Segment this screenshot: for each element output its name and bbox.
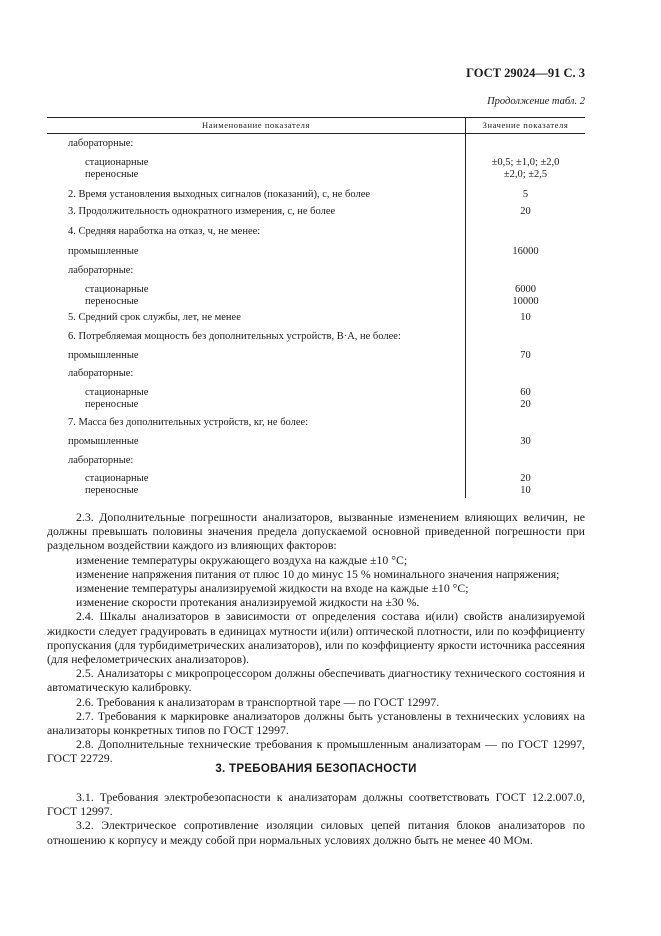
row-value: 10 (520, 312, 531, 323)
table-row (47, 296, 585, 310)
table-row (47, 436, 585, 450)
table-header-rule (47, 133, 585, 134)
table-row (47, 368, 585, 382)
row-name: стационарные (85, 387, 149, 398)
row-name: 4. Средняя наработка на отказ, ч, не менее: (68, 226, 261, 237)
table-row (47, 189, 585, 203)
row-name: 5. Средний срок службы, лет, не менее (68, 312, 241, 323)
factor-item: изменение скорости протекания анализируемой жидкости на ±30 %. (76, 595, 420, 610)
row-name: лабораторные: (68, 138, 134, 149)
parameters-table (47, 117, 585, 498)
paragraph-2-3: 2.3. Дополнительные погрешности анализаторов, вызванные изменением влияющих величин, не должны превышать половины значения предела допускаемой основной приведенной погрешности при раздельном воздействии каждого из влияющих факторов: (47, 510, 585, 553)
row-name: промышленные (68, 350, 139, 361)
row-name: лабораторные: (68, 368, 134, 379)
row-value: 30 (520, 436, 531, 447)
table-row (47, 350, 585, 364)
paragraph-3-2: 3.2. Электрическое сопротивление изоляции силовых цепей питания блоков анализаторов по отношению к корпусу и между собой при нормальных условиях должно быть не менее 40 МОм. (47, 818, 585, 847)
table-row (47, 206, 585, 220)
row-value: ±2,0; ±2,5 (503, 169, 548, 180)
row-value: 20 (520, 473, 531, 484)
row-name: лабораторные: (68, 265, 134, 276)
requirements-section-3 (47, 790, 585, 847)
section-title: 3. ТРЕБОВАНИЯ БЕЗОПАСНОСТИ (215, 763, 417, 775)
row-value: ±0,5; ±1,0; ±2,0 (491, 157, 560, 168)
requirements-section-2 (47, 510, 585, 766)
row-name: 3. Продолжительность однократного измерения, с, не более (68, 206, 336, 217)
table-continuation-label: Продолжение табл. 2 (487, 96, 585, 107)
row-name: промышленные (68, 246, 139, 257)
table-row (47, 169, 585, 183)
row-name: стационарные (85, 473, 149, 484)
table-row (47, 312, 585, 326)
table-row (47, 226, 585, 240)
paragraph-2-7: 2.7. Требования к маркировке анализаторов должны быть установлены в технических условиях на анализаторы конкретных типов по ГОСТ 12997. (47, 708, 585, 738)
row-value: 20 (520, 399, 531, 410)
table-row (47, 417, 585, 431)
paragraph-2-8: 2.8. Дополнительные технические требования к промышленным анализаторам — по ГОСТ 12997, ГОСТ 22729. (47, 737, 585, 766)
row-name: лабораторные: (68, 455, 134, 466)
column-header-value: Значение показателя (482, 120, 569, 130)
row-value: 70 (520, 350, 531, 361)
paragraph-2-4: 2.4. Шкалы анализаторов в зависимости от определения состава и(или) свойств анализируемой жидкости следует градуировать в единицах мутности и(или) оптической плотности, или по коэффициенту пропускания (для турбидиметрических анализаторов), или по коэффициенту яркости источника рассеяния (для нефелометрических анализаторов). (47, 609, 585, 667)
row-name: переносные (85, 485, 139, 496)
column-header-name: Наименование показателя (201, 120, 310, 130)
paragraph-2-5: 2.5. Анализаторы с микропроцессором должны обеспечивать диагностику технического состояния и автоматическую калибровку. (47, 666, 585, 695)
table-row (47, 485, 585, 499)
row-name: промышленные (68, 436, 139, 447)
table-row (47, 265, 585, 279)
table-row (47, 246, 585, 260)
row-name: переносные (85, 169, 139, 180)
row-value: 6000 (515, 284, 536, 295)
row-name: стационарные (85, 284, 149, 295)
table-row (47, 138, 585, 152)
table-row (47, 331, 585, 345)
table-top-rule (47, 117, 585, 118)
row-value: 5 (522, 189, 529, 200)
row-name: 6. Потребляемая мощность без дополнительных устройств, В·А, не более: (68, 331, 401, 342)
row-value: 10000 (512, 296, 539, 307)
row-name: переносные (85, 399, 139, 410)
factor-item: изменение напряжения питания от плюс 10 до минус 15 % номинального значения напряжения; (76, 566, 560, 581)
paragraph-2-6: 2.6. Требования к анализаторам в транспортной таре — по ГОСТ 12997. (76, 694, 440, 709)
table-row (47, 455, 585, 469)
row-value: 16000 (512, 246, 539, 257)
row-value: 10 (520, 485, 531, 496)
factor-item: изменение температуры окружающего воздуха на каждые ±10 °С; (76, 552, 408, 567)
table-row (47, 399, 585, 413)
row-value: 60 (520, 387, 531, 398)
row-name: переносные (85, 296, 139, 307)
row-name: стационарные (85, 157, 149, 168)
row-value: 20 (520, 206, 531, 217)
paragraph-3-1: 3.1. Требования электробезопасности к анализаторам должны соответствовать ГОСТ 12.2.007.0, ГОСТ 12997. (47, 790, 585, 819)
document-code: ГОСТ 29024—91 С. 3 (466, 66, 585, 80)
factor-item: изменение температуры анализируемой жидкости на входе на каждые ±10 °С; (76, 581, 469, 596)
row-name: 2. Время установления выходных сигналов (показаний), с, не более (68, 189, 371, 200)
row-name: 7. Масса без дополнительных устройств, кг, не более: (68, 417, 309, 428)
